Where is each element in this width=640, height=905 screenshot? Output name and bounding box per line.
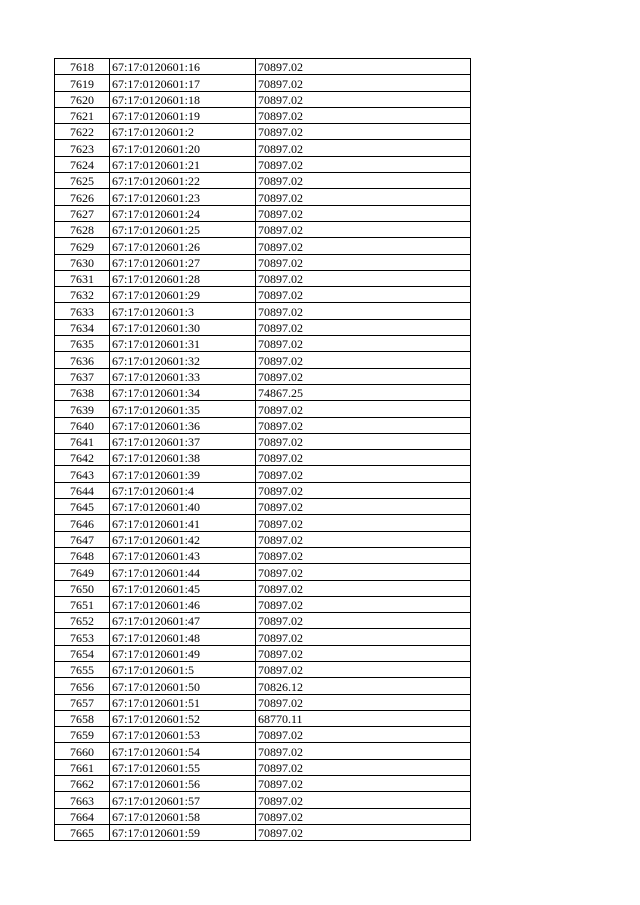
- table-row: [55, 824, 471, 840]
- row-number-cell: 7636: [55, 352, 110, 368]
- row-number-cell: 7651: [55, 596, 110, 612]
- table-row: [55, 75, 471, 91]
- row-number-cell: 7641: [55, 433, 110, 449]
- row-number-cell: 7658: [55, 710, 110, 726]
- value-cell: 70897.02: [256, 401, 471, 417]
- row-number-cell: 7631: [55, 270, 110, 286]
- table-row: [55, 417, 471, 433]
- cadastral-number-cell: 67:17:0120601:35: [110, 401, 256, 417]
- row-number-cell: 7623: [55, 140, 110, 156]
- data-table: [54, 58, 471, 841]
- row-number-cell: 7633: [55, 303, 110, 319]
- row-number-cell: 7653: [55, 629, 110, 645]
- row-number-cell: 7638: [55, 384, 110, 400]
- value-cell: 70897.02: [256, 352, 471, 368]
- row-number-cell: 7650: [55, 580, 110, 596]
- row-number-cell: 7655: [55, 661, 110, 677]
- cadastral-number-cell: 67:17:0120601:19: [110, 107, 256, 123]
- cadastral-number-cell: 67:17:0120601:22: [110, 173, 256, 189]
- value-cell: 70826.12: [256, 678, 471, 694]
- table-row: [55, 743, 471, 759]
- table-row: [55, 466, 471, 482]
- table-row: [55, 59, 471, 75]
- row-number-cell: 7665: [55, 824, 110, 840]
- value-cell: 70897.02: [256, 727, 471, 743]
- value-cell: 70897.02: [256, 156, 471, 172]
- table-row: [55, 515, 471, 531]
- value-cell: 70897.02: [256, 205, 471, 221]
- row-number-cell: 7647: [55, 531, 110, 547]
- cadastral-number-cell: 67:17:0120601:5: [110, 661, 256, 677]
- row-number-cell: 7659: [55, 727, 110, 743]
- value-cell: 68770.11: [256, 710, 471, 726]
- row-number-cell: 7637: [55, 368, 110, 384]
- table-row: [55, 156, 471, 172]
- row-number-cell: 7643: [55, 466, 110, 482]
- table-row: [55, 287, 471, 303]
- table-row: [55, 499, 471, 515]
- cadastral-number-cell: 67:17:0120601:30: [110, 319, 256, 335]
- row-number-cell: 7628: [55, 221, 110, 237]
- table-row: [55, 91, 471, 107]
- cadastral-number-cell: 67:17:0120601:56: [110, 776, 256, 792]
- row-number-cell: 7654: [55, 645, 110, 661]
- row-number-cell: 7660: [55, 743, 110, 759]
- table-row: [55, 189, 471, 205]
- table-row: [55, 352, 471, 368]
- cadastral-number-cell: 67:17:0120601:37: [110, 433, 256, 449]
- cadastral-number-cell: 67:17:0120601:26: [110, 238, 256, 254]
- cadastral-number-cell: 67:17:0120601:59: [110, 824, 256, 840]
- value-cell: 70897.02: [256, 613, 471, 629]
- row-number-cell: 7649: [55, 564, 110, 580]
- table-row: [55, 710, 471, 726]
- value-cell: 70897.02: [256, 189, 471, 205]
- row-number-cell: 7640: [55, 417, 110, 433]
- cadastral-number-cell: 67:17:0120601:24: [110, 205, 256, 221]
- value-cell: 70897.02: [256, 303, 471, 319]
- table-row: [55, 238, 471, 254]
- table-row: [55, 678, 471, 694]
- value-cell: 70897.02: [256, 450, 471, 466]
- table-row: [55, 319, 471, 335]
- table-row: [55, 629, 471, 645]
- value-cell: 70897.02: [256, 75, 471, 91]
- value-cell: 70897.02: [256, 433, 471, 449]
- table-body: [55, 59, 471, 841]
- cadastral-number-cell: 67:17:0120601:44: [110, 564, 256, 580]
- table-row: [55, 384, 471, 400]
- value-cell: 70897.02: [256, 515, 471, 531]
- table-row: [55, 368, 471, 384]
- row-number-cell: 7645: [55, 499, 110, 515]
- value-cell: 70897.02: [256, 776, 471, 792]
- cadastral-number-cell: 67:17:0120601:16: [110, 59, 256, 75]
- value-cell: 70897.02: [256, 482, 471, 498]
- value-cell: 70897.02: [256, 743, 471, 759]
- table-row: [55, 205, 471, 221]
- cadastral-number-cell: 67:17:0120601:17: [110, 75, 256, 91]
- cadastral-number-cell: 67:17:0120601:40: [110, 499, 256, 515]
- row-number-cell: 7648: [55, 547, 110, 563]
- row-number-cell: 7629: [55, 238, 110, 254]
- value-cell: 70897.02: [256, 368, 471, 384]
- row-number-cell: 7625: [55, 173, 110, 189]
- cadastral-number-cell: 67:17:0120601:25: [110, 221, 256, 237]
- row-number-cell: 7621: [55, 107, 110, 123]
- row-number-cell: 7632: [55, 287, 110, 303]
- table-row: [55, 694, 471, 710]
- value-cell: 70897.02: [256, 466, 471, 482]
- table-row: [55, 776, 471, 792]
- cadastral-number-cell: 67:17:0120601:31: [110, 336, 256, 352]
- cadastral-number-cell: 67:17:0120601:29: [110, 287, 256, 303]
- row-number-cell: 7646: [55, 515, 110, 531]
- table-row: [55, 727, 471, 743]
- table-row: [55, 645, 471, 661]
- row-number-cell: 7662: [55, 776, 110, 792]
- table-row: [55, 173, 471, 189]
- table-row: [55, 596, 471, 612]
- value-cell: 70897.02: [256, 124, 471, 140]
- row-number-cell: 7619: [55, 75, 110, 91]
- cadastral-number-cell: 67:17:0120601:53: [110, 727, 256, 743]
- cadastral-number-cell: 67:17:0120601:48: [110, 629, 256, 645]
- value-cell: 70897.02: [256, 254, 471, 270]
- table-row: [55, 450, 471, 466]
- table-row: [55, 564, 471, 580]
- cadastral-number-cell: 67:17:0120601:4: [110, 482, 256, 498]
- value-cell: 70897.02: [256, 564, 471, 580]
- table-row: [55, 433, 471, 449]
- row-number-cell: 7664: [55, 808, 110, 824]
- table-row: [55, 401, 471, 417]
- table-row: [55, 336, 471, 352]
- table-row: [55, 107, 471, 123]
- cadastral-number-cell: 67:17:0120601:39: [110, 466, 256, 482]
- value-cell: 70897.02: [256, 173, 471, 189]
- cadastral-number-cell: 67:17:0120601:51: [110, 694, 256, 710]
- cadastral-number-cell: 67:17:0120601:54: [110, 743, 256, 759]
- row-number-cell: 7652: [55, 613, 110, 629]
- value-cell: 70897.02: [256, 221, 471, 237]
- table-row: [55, 531, 471, 547]
- value-cell: 70897.02: [256, 107, 471, 123]
- cadastral-number-cell: 67:17:0120601:23: [110, 189, 256, 205]
- cadastral-number-cell: 67:17:0120601:55: [110, 759, 256, 775]
- cadastral-number-cell: 67:17:0120601:57: [110, 792, 256, 808]
- row-number-cell: 7639: [55, 401, 110, 417]
- row-number-cell: 7657: [55, 694, 110, 710]
- row-number-cell: 7624: [55, 156, 110, 172]
- cadastral-number-cell: 67:17:0120601:34: [110, 384, 256, 400]
- table-row: [55, 613, 471, 629]
- row-number-cell: 7663: [55, 792, 110, 808]
- table-row: [55, 254, 471, 270]
- row-number-cell: 7635: [55, 336, 110, 352]
- cadastral-number-cell: 67:17:0120601:49: [110, 645, 256, 661]
- table-row: [55, 482, 471, 498]
- table-row: [55, 221, 471, 237]
- value-cell: 70897.02: [256, 270, 471, 286]
- table-row: [55, 547, 471, 563]
- value-cell: 70897.02: [256, 531, 471, 547]
- cadastral-number-cell: 67:17:0120601:32: [110, 352, 256, 368]
- row-number-cell: 7630: [55, 254, 110, 270]
- table-row: [55, 303, 471, 319]
- table-row: [55, 808, 471, 824]
- value-cell: 70897.02: [256, 645, 471, 661]
- value-cell: 70897.02: [256, 629, 471, 645]
- cadastral-number-cell: 67:17:0120601:20: [110, 140, 256, 156]
- cadastral-number-cell: 67:17:0120601:36: [110, 417, 256, 433]
- value-cell: 70897.02: [256, 238, 471, 254]
- cadastral-number-cell: 67:17:0120601:18: [110, 91, 256, 107]
- cadastral-number-cell: 67:17:0120601:41: [110, 515, 256, 531]
- value-cell: 70897.02: [256, 91, 471, 107]
- value-cell: 70897.02: [256, 140, 471, 156]
- value-cell: 70897.02: [256, 661, 471, 677]
- value-cell: 70897.02: [256, 580, 471, 596]
- cadastral-number-cell: 67:17:0120601:58: [110, 808, 256, 824]
- row-number-cell: 7656: [55, 678, 110, 694]
- value-cell: 70897.02: [256, 417, 471, 433]
- table-row: [55, 124, 471, 140]
- row-number-cell: 7644: [55, 482, 110, 498]
- row-number-cell: 7642: [55, 450, 110, 466]
- value-cell: 74867.25: [256, 384, 471, 400]
- row-number-cell: 7634: [55, 319, 110, 335]
- value-cell: 70897.02: [256, 336, 471, 352]
- value-cell: 70897.02: [256, 808, 471, 824]
- value-cell: 70897.02: [256, 499, 471, 515]
- row-number-cell: 7618: [55, 59, 110, 75]
- cadastral-number-cell: 67:17:0120601:46: [110, 596, 256, 612]
- table-row: [55, 580, 471, 596]
- value-cell: 70897.02: [256, 694, 471, 710]
- table-row: [55, 270, 471, 286]
- row-number-cell: 7626: [55, 189, 110, 205]
- cadastral-number-cell: 67:17:0120601:3: [110, 303, 256, 319]
- value-cell: 70897.02: [256, 824, 471, 840]
- cadastral-number-cell: 67:17:0120601:45: [110, 580, 256, 596]
- value-cell: 70897.02: [256, 319, 471, 335]
- table-row: [55, 759, 471, 775]
- cadastral-number-cell: 67:17:0120601:50: [110, 678, 256, 694]
- cadastral-number-cell: 67:17:0120601:21: [110, 156, 256, 172]
- value-cell: 70897.02: [256, 547, 471, 563]
- cadastral-number-cell: 67:17:0120601:33: [110, 368, 256, 384]
- table-row: [55, 140, 471, 156]
- cadastral-number-cell: 67:17:0120601:47: [110, 613, 256, 629]
- value-cell: 70897.02: [256, 792, 471, 808]
- table-row: [55, 792, 471, 808]
- cadastral-number-cell: 67:17:0120601:2: [110, 124, 256, 140]
- cadastral-number-cell: 67:17:0120601:27: [110, 254, 256, 270]
- row-number-cell: 7627: [55, 205, 110, 221]
- cadastral-number-cell: 67:17:0120601:38: [110, 450, 256, 466]
- row-number-cell: 7661: [55, 759, 110, 775]
- value-cell: 70897.02: [256, 759, 471, 775]
- value-cell: 70897.02: [256, 287, 471, 303]
- value-cell: 70897.02: [256, 59, 471, 75]
- value-cell: 70897.02: [256, 596, 471, 612]
- table-row: [55, 661, 471, 677]
- cadastral-number-cell: 67:17:0120601:52: [110, 710, 256, 726]
- cadastral-number-cell: 67:17:0120601:43: [110, 547, 256, 563]
- cadastral-number-cell: 67:17:0120601:28: [110, 270, 256, 286]
- row-number-cell: 7620: [55, 91, 110, 107]
- cadastral-number-cell: 67:17:0120601:42: [110, 531, 256, 547]
- row-number-cell: 7622: [55, 124, 110, 140]
